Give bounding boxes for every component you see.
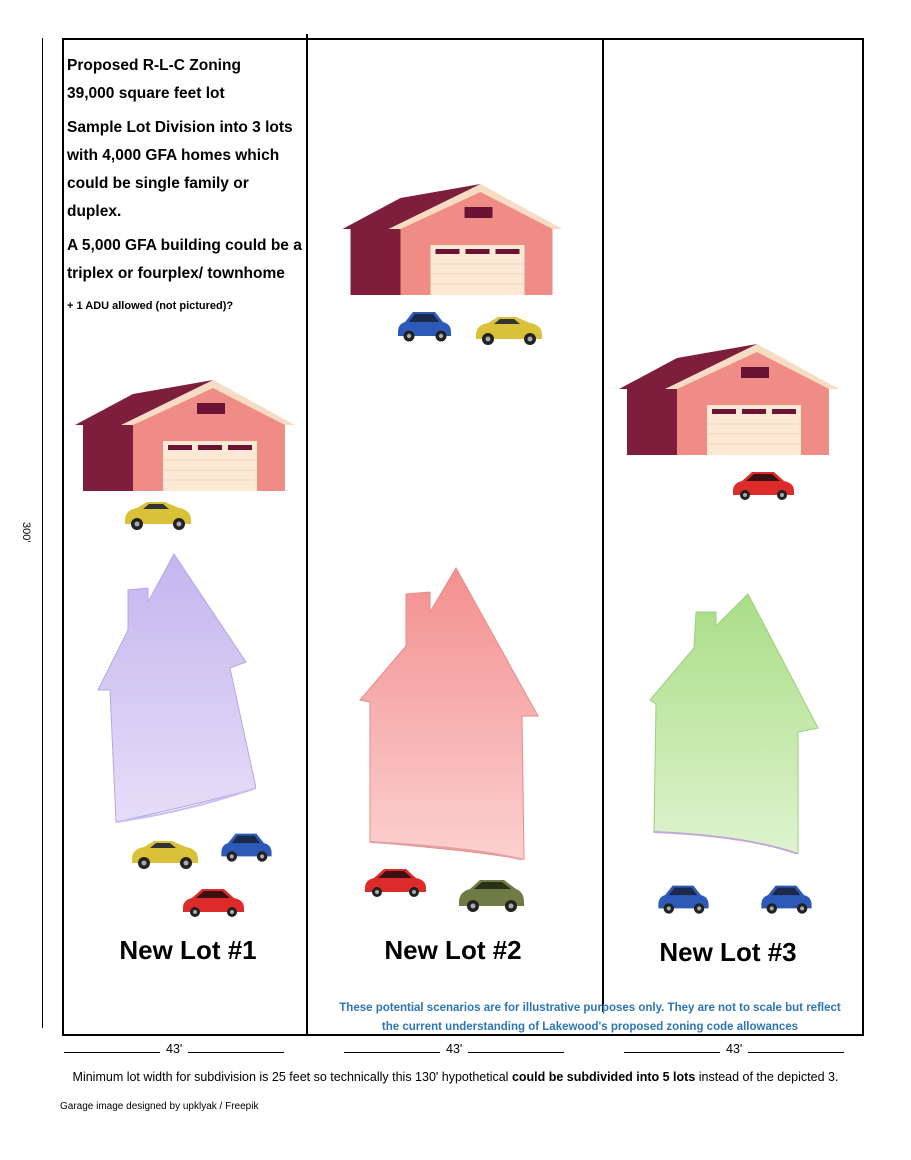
- dimension-line: [188, 1052, 284, 1053]
- image-credit: Garage image designed by upklyak / Freepik: [60, 1101, 259, 1112]
- lot-3-width-dimension: [618, 1042, 850, 1056]
- garage-lot-1-icon: [75, 378, 295, 493]
- lot-1-label: New Lot #1: [119, 935, 257, 965]
- garage-lot-3-icon: [618, 342, 840, 457]
- illustrative-note: [320, 999, 860, 1037]
- subdivision-footnote: [0, 1070, 911, 1084]
- dimension-line: [624, 1052, 720, 1053]
- blue-car-icon: [758, 880, 814, 916]
- note-line-2: the current understanding of Lakewood's proposed zoning code allowances: [381, 1021, 799, 1033]
- lot-size-text: 39,000 square feet lot: [67, 85, 225, 102]
- footnote-text-before: Minimum lot width for subdivision is 25 feet so technically this 130' hypothetical: [72, 1070, 512, 1084]
- lot-3-width-label: 43': [726, 1042, 743, 1056]
- lot-2-width-label: 43': [446, 1042, 463, 1056]
- lot-1-width-label: 43': [166, 1042, 183, 1056]
- lot-3-label: New Lot #3: [659, 937, 797, 967]
- building-text: A 5,000 GFA building could be a triplex or fourplex/ townhome: [67, 237, 302, 282]
- lot-1-width-dimension: [58, 1042, 290, 1056]
- footnote-text-bold: could be subdivided into 5 lots: [511, 1070, 696, 1084]
- zoning-title: Proposed R-L-C Zoning: [67, 57, 241, 74]
- blue-car-icon: [654, 880, 712, 916]
- red-hatchback-car-icon: [730, 467, 796, 501]
- dimension-line: [748, 1052, 844, 1053]
- depth-dimension-label: 300': [20, 522, 32, 543]
- blue-car-icon: [395, 306, 453, 344]
- adu-text: + 1 ADU allowed (not pictured)?: [67, 300, 234, 312]
- lot-2-width-dimension: [338, 1042, 570, 1056]
- dimension-line: [64, 1052, 160, 1053]
- intro-text-block: [67, 52, 307, 320]
- blue-car-icon: [218, 828, 274, 864]
- yellow-convertible-car-icon: [121, 494, 193, 532]
- yellow-convertible-car-icon: [128, 832, 200, 872]
- red-hatchback-car-icon: [362, 864, 428, 898]
- lot-divider-2: [602, 38, 604, 1012]
- house-lot-2-icon: [358, 566, 540, 860]
- footnote-text-after: instead of the depicted 3.: [695, 1070, 839, 1084]
- dimension-line: [468, 1052, 564, 1053]
- house-lot-3-icon: [648, 592, 820, 854]
- garage-lot-2-icon: [340, 182, 565, 297]
- lot-2-label: New Lot #2: [384, 935, 522, 965]
- depth-dimension-line: [42, 38, 43, 1028]
- division-text: Sample Lot Division into 3 lots with 4,000 GFA homes which could be single family or duplex.: [67, 119, 293, 220]
- olive-car-icon: [456, 874, 526, 914]
- yellow-convertible-car-icon: [472, 308, 544, 348]
- house-lot-1-icon: [96, 550, 256, 828]
- red-hatchback-car-icon: [180, 884, 246, 918]
- note-line-1: These potential scenarios are for illustrative purposes only. They are not to scale but reflect: [339, 1002, 841, 1014]
- dimension-line: [344, 1052, 440, 1053]
